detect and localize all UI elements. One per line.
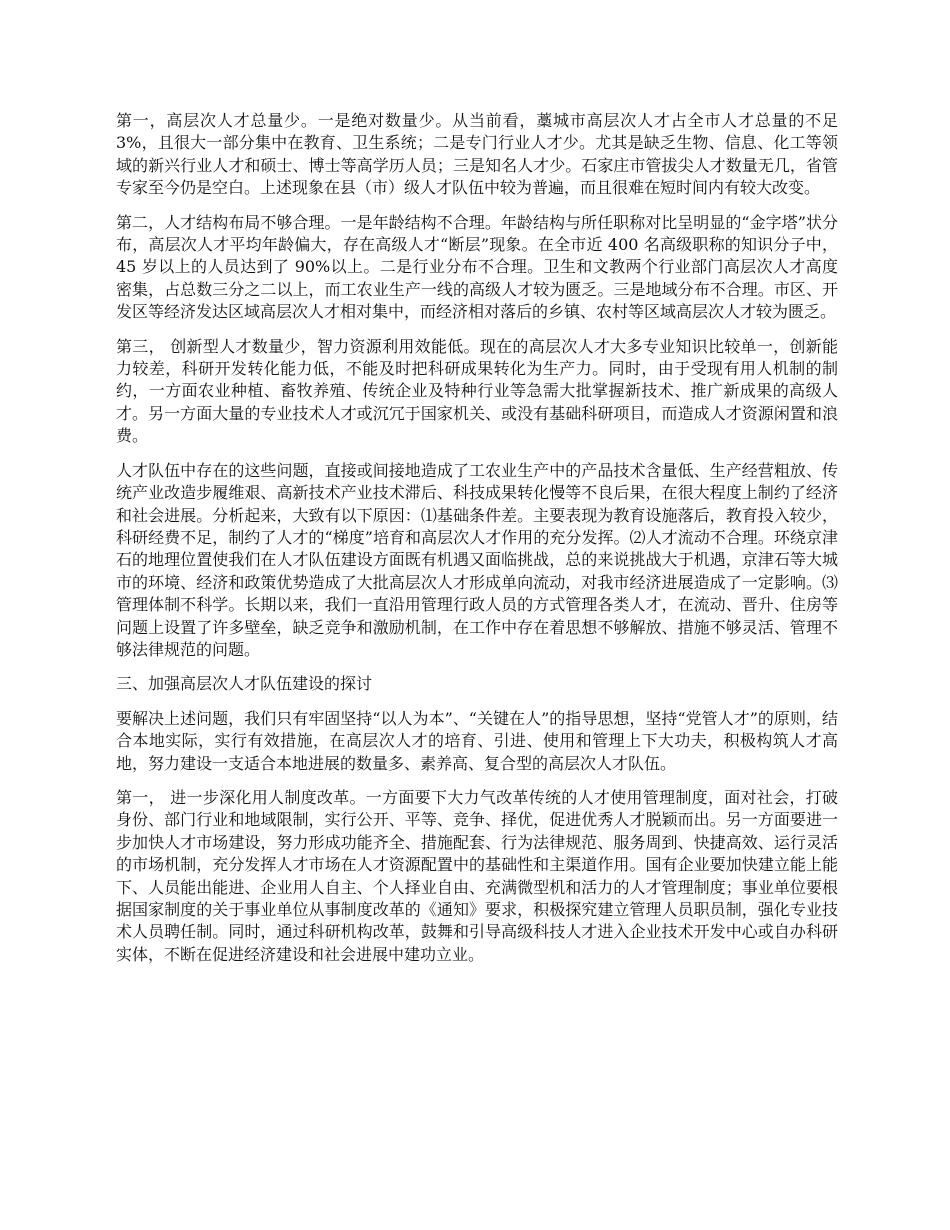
document-page [116,110,838,978]
paragraph-innovation-shortage: 第三， 创新型人才数量少，智力资源利用效能低。现在的高层次人才大多专业知识比较单一，创新能力较差，科研开发转化能力低，不能及时把科研成果转化为生产力。同时，由于受现有用人机制的制约，一方面农业种植、畜牧养殖、传统企业及特种行业等急需大批掌握新技术、推广新成果的高级人才。另一方面大量的专业技术人才或沉冗于国家机关、或没有基础科研项目，而造成人才资源闲置和浪费。 [116,336,838,446]
paragraph-talent-shortage: 第一，高层次人才总量少。一是绝对数量少。从当前看，藁城市高层次人才占全市人才总量的不足 3%，且很大一部分集中在教育、卫生系统；二是专门行业人才少。尤其是缺乏生物、信息、化工等领域的新兴行业人才和硕士、博士等高学历人员；三是知名人才少。石家庄市管拔尖人才数量无几，省管专家至今仍是空白。上述现象在县（市）级人才队伍中较为普遍，而且很难在短时间内有较大改变。 [116,111,838,198]
paragraph-structure-imbalance: 第二，人才结构布局不够合理。一是年龄结构不合理。年龄结构与所任职称对比呈明显的“金字塔”状分布，高层次人才平均年龄偏大，存在高级人才“断层”现象。在全市近 400 名高级职称的知识分子中，45 岁以上的人员达到了 90%以上。二是行业分布不合理。卫生和文教两个行业部门高层次人才高度密集，占总数三分之二以上，而工农业生产一线的高级人才较为匮乏。三是地域分布不合理。市区、开发区等经济发达区域高层次人才相对集中，而经济相对落后的乡镇、农村等区域高层次人才较为匮乏。 [116,212,838,322]
section-heading: 三、加强高层次人才队伍建设的探讨 [116,674,373,694]
paragraph-causes-analysis: 人才队伍中存在的这些问题，直接或间接地造成了工农业生产中的产品技术含量低、生产经营粗放、传统产业改造步履维艰、高新技术产业技术滞后、科技成果转化慢等不良后果，在很大程度上制约了经济和社会进展。分析起来，大致有以下原因：⑴基础条件差。主要表现为教育设施落后，教育投入较少，科研经费不足，制约了人才的“梯度”培育和高层次人才作用的充分发挥。⑵人才流动不合理。环绕京津石的地理位置使我们在人才队伍建设方面既有机遇又面临挑战，总的来说挑战大于机遇，京津石等大城市的环境、经济和政策优势造成了大批高层次人才形成单向流动，对我市经济进展造成了一定影响。⑶管理体制不科学。长期以来，我们一直沿用管理行政人员的方式管理各类人才，在流动、晋升、住房等问题上设置了许多壁垒，缺乏竞争和激励机制，在工作中存在着思想不够解放、措施不够灵活、管理不够法律规范的问题。 [116,460,838,659]
paragraph-reform-measures: 第一， 进一步深化用人制度改革。一方面要下大力气改革传统的人才使用管理制度，面对社会，打破身份、部门行业和地域限制，实行公开、平等、竞争、择优，促进优秀人才脱颖而出。另一方面要进一步加快人才市场建设，努力形成功能齐全、措施配套、行为法律规范、服务周到、快捷高效、运行灵活的市场机制，充分发挥人才市场在人才资源配置中的基础性和主渠道作用。国有企业要加快建立能上能下、人员能出能进、企业用人自主、个人择业自由、充满微型机和活力的人才管理制度；事业单位要根据国家制度的关于事业单位从事制度改革的《通知》要求，积极探究建立管理人员职员制，强化专业技术人员聘任制。同时，通过科研机构改革，鼓舞和引导高级科技人才进入企业技术开发中心或自办科研实体，不断在促进经济建设和社会进展中建功立业。 [116,787,838,964]
paragraph-guiding-principle: 要解决上述问题，我们只有牢固坚持“以人为本”、“关键在人”的指导思想，坚持“党管人才”的原则，结合本地实际，实行有效措施，在高层次人才的培育、引进、使用和管理上下大功夫，积极构筑人才高地，努力建设一支适合本地进展的数量多、素养高、复合型的高层次人才队伍。 [116,708,838,773]
